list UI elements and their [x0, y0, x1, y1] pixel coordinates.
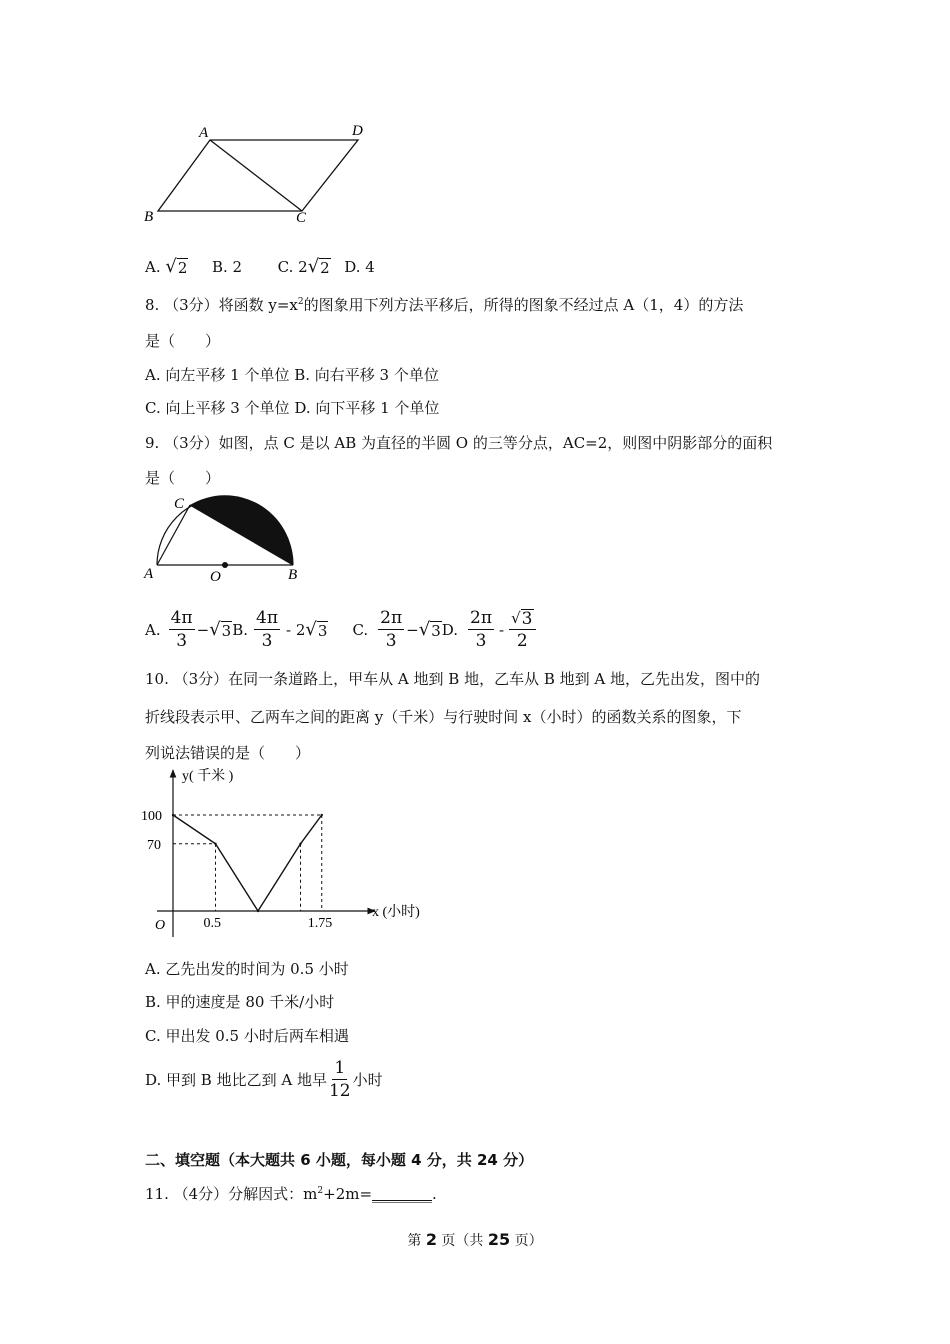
x-tick-label: 0.5 [203, 916, 221, 931]
q7-option-a: A. √ 2 [145, 256, 188, 277]
q9-options: A. $\frac{4\pi}{3}$ − √ 3 B. $\frac{4\pi}{3}$ - 2 √ 3 C. $\frac{2\pi}{3}$ − √ 3 D. $\frac{2\pi}{3}$ - √ 3 2 [145, 607, 538, 652]
q9-stem-line2: 是（ ） [145, 469, 221, 487]
data-point [257, 910, 259, 912]
fraction: $\frac{1}{12}$ [328, 1058, 351, 1101]
q10-stem-line1: 10. （3分）在同一条道路上，甲车从 A 地到 B 地，乙车从 B 地到 A 地，乙先出发，图中的 [145, 670, 761, 688]
data-point [214, 843, 216, 845]
origin-label: O [155, 918, 166, 933]
y-tick-label: 100 [141, 809, 162, 824]
data-point [299, 843, 301, 845]
q7-option-d: D. 4 [344, 258, 375, 276]
q10-option-c: C. 甲出发 0.5 小时后两车相遇 [145, 1027, 349, 1045]
distance-time-chart [135, 765, 445, 945]
q10-option-d: D. 甲到 B 地比乙到 A 地早 $\frac{1}{12}$ 小时 [145, 1058, 383, 1101]
shaded-region [190, 495, 293, 565]
point-O: O [210, 569, 221, 585]
fraction: $\frac{2\pi}{3}$ [470, 608, 493, 651]
page-footer: 第 2 页（共 25 页） [407, 1230, 543, 1249]
page-number: 2 [425, 1230, 437, 1249]
sqrt-symbol: √ 3 [209, 619, 232, 640]
q10-option-a: A. 乙先出发的时间为 0.5 小时 [145, 960, 349, 978]
data-point [321, 814, 323, 816]
point-C: C [174, 496, 185, 512]
q8-options-ab: A. 向左平移 1 个单位 B. 向右平移 3 个单位 [145, 366, 439, 384]
q7-options [145, 256, 375, 277]
center-point [222, 562, 228, 568]
total-pages: 25 [487, 1230, 511, 1249]
sqrt-symbol: √ 2 [307, 256, 330, 277]
fraction: $\frac{2\pi}{3}$ [380, 608, 403, 651]
vertex-D: D [352, 123, 363, 139]
y-tick-label: 70 [147, 837, 161, 853]
parallelogram-figure [130, 118, 390, 230]
x-axis-label: x (小时) [372, 905, 420, 920]
series-line [173, 815, 322, 911]
q8-stem-line2: 是（ ） [145, 332, 221, 350]
vertex-C: C [296, 210, 307, 226]
point-B: B [288, 567, 298, 583]
q10-stem-line3: 列说法错误的是（ ） [145, 744, 311, 762]
sqrt-symbol: √ 2 [165, 256, 188, 277]
q10-option-b: B. 甲的速度是 80 千米/小时 [145, 993, 335, 1011]
q7-option-c: C. 2 √ 2 [277, 256, 330, 277]
answer-blank[interactable]: ________ [372, 1185, 433, 1203]
q8-stem-line1: 8. （3分）将函数 $y=x^2$的图象用下列方法平移后，所得的图象不经过点 A（1，4）的方法 [145, 296, 744, 314]
x-tick-label: 1.75 [307, 916, 333, 931]
sqrt-symbol: √ 3 [305, 619, 328, 640]
semicircle-figure [138, 490, 313, 585]
q7-option-b: B. 2 [211, 258, 243, 276]
sqrt-symbol: √ 3 [418, 619, 441, 640]
fraction: √ 3 2 [509, 607, 535, 652]
vertex-B: B [144, 209, 154, 225]
fraction: $\frac{4\pi}{3}$ [256, 608, 279, 651]
q8-options-cd: C. 向上平移 3 个单位 D. 向下平移 1 个单位 [145, 399, 440, 417]
data-point [172, 814, 174, 816]
y-axis-label: y( 千米 ) [182, 769, 234, 784]
point-A: A [144, 566, 154, 582]
fraction: $\frac{4\pi}{3}$ [170, 608, 193, 651]
q11-stem: 11. （4分）分解因式：$m^2+2m=\_\_\_\_\_\_\_\_$. [145, 1185, 437, 1203]
vertex-A: A [199, 125, 209, 141]
q10-stem-line2: 折线段表示甲、乙两车之间的距离 y（千米）与行驶时间 x（小时）的函数关系的图象，下 [145, 708, 742, 726]
section-heading: 二、填空题（本大题共 6 小题，每小题 4 分，共 24 分） [145, 1151, 534, 1169]
q9-stem-line1: 9. （3分）如图，点 C 是以 AB 为直径的半圆 O 的三等分点，AC=2，则图中阴影部分的面积 [145, 434, 773, 452]
